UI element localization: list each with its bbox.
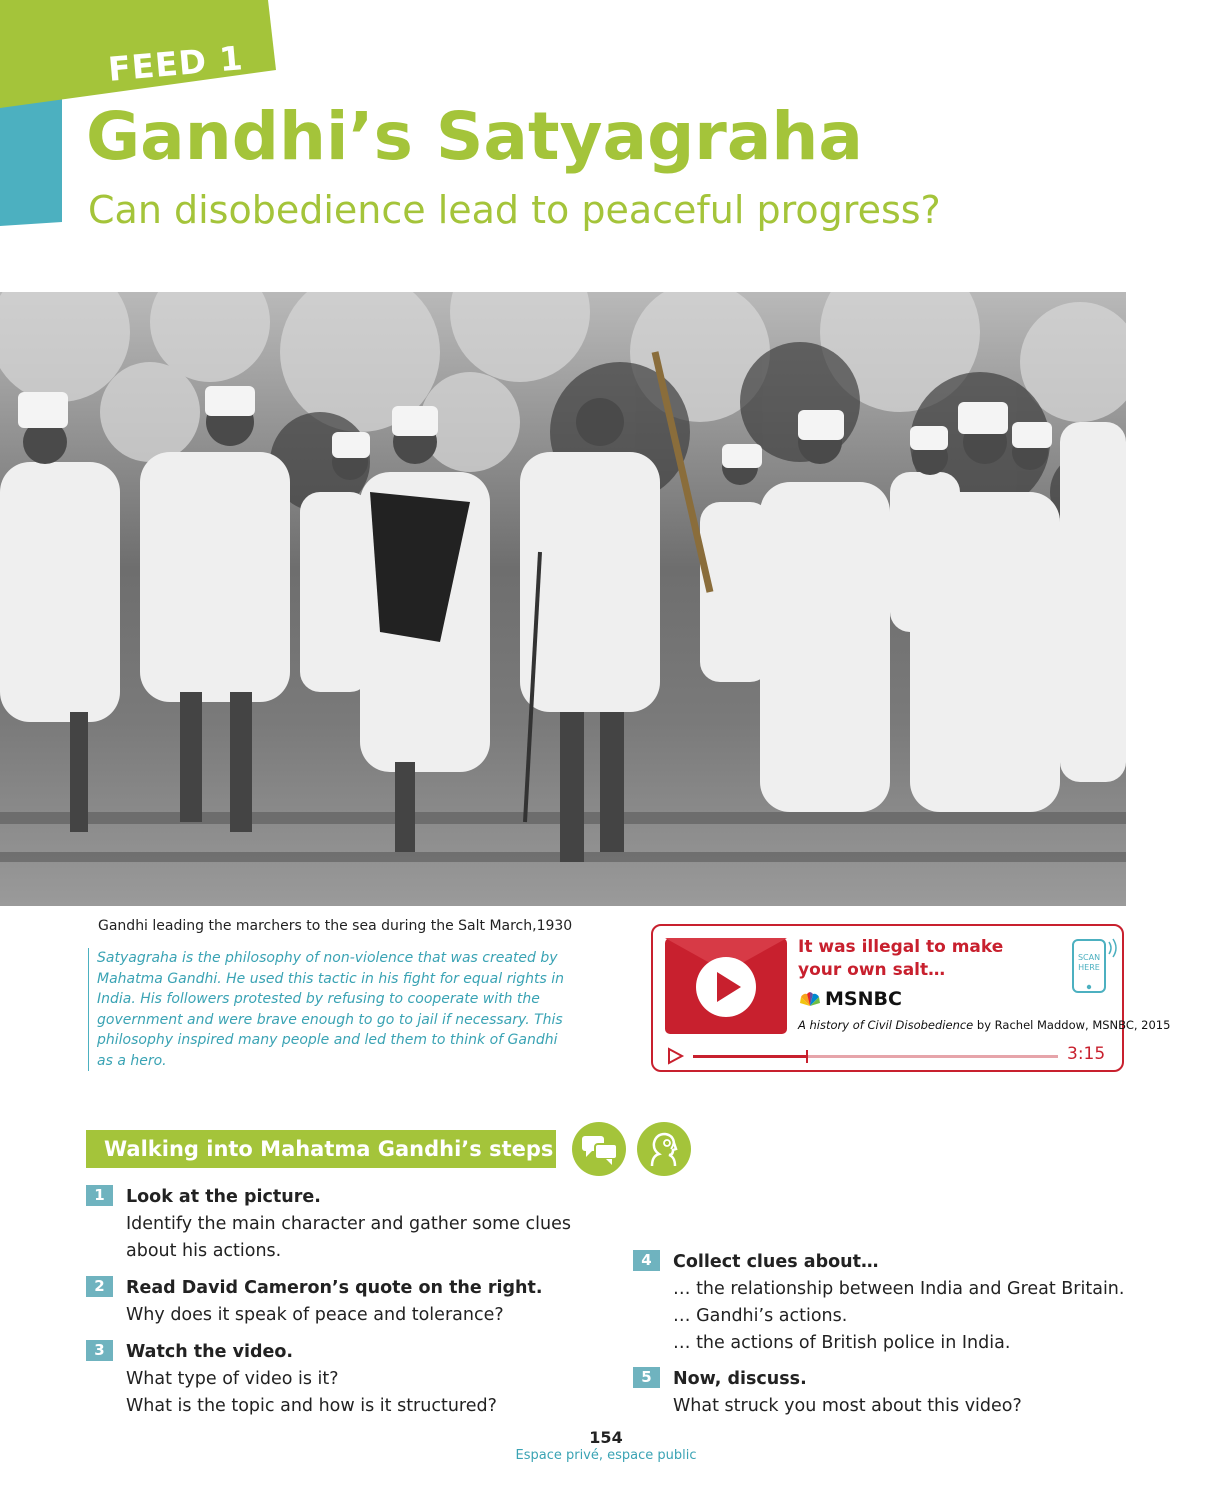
progress-bar[interactable] bbox=[693, 1055, 1058, 1058]
question-heading: Collect clues about… bbox=[673, 1252, 879, 1272]
question-heading: Now, discuss. bbox=[673, 1369, 807, 1389]
question-heading: Read David Cameron’s quote on the right. bbox=[126, 1278, 543, 1298]
speech-bubbles-icon bbox=[572, 1122, 626, 1176]
section-heading: Walking into Mahatma Gandhi’s steps bbox=[86, 1130, 556, 1168]
video-duration: 3:15 bbox=[1067, 1044, 1106, 1064]
question-number: 2 bbox=[86, 1276, 113, 1297]
salt-march-photo bbox=[0, 292, 1126, 906]
question-line: about his actions. bbox=[126, 1241, 282, 1261]
question-number: 5 bbox=[633, 1367, 660, 1388]
question-3 bbox=[86, 1339, 497, 1420]
page-number: 154 bbox=[589, 1428, 623, 1447]
progress-fill bbox=[693, 1055, 806, 1058]
video-credit bbox=[798, 1018, 1170, 1032]
scan-text-2: HERE bbox=[1078, 963, 1100, 972]
intro-paragraph: Satyagraha is the philosophy of non-violence that was created by Mahatma Gandhi. He used this tactic in his fight for equal rights in India. His followers protested by refusing to cooperate with the government and were brave enough to go to jail if necessary. This philosophy inspired many people and led them to think of Gandhi as a hero. bbox=[88, 948, 577, 1071]
question-line: Identify the main character and gather some clues bbox=[126, 1214, 572, 1234]
peacock-icon bbox=[798, 991, 822, 1007]
channel-name: MSNBC bbox=[825, 988, 902, 1010]
question-number: 1 bbox=[86, 1185, 113, 1206]
question-4 bbox=[633, 1249, 1124, 1357]
page-subtitle: Can disobedience lead to peaceful progress? bbox=[88, 188, 941, 232]
question-number: 4 bbox=[633, 1250, 660, 1271]
question-heading: Look at the picture. bbox=[126, 1187, 321, 1207]
channel-logo bbox=[798, 988, 902, 1010]
scan-text-1: SCAN bbox=[1077, 953, 1101, 962]
photo-caption: Gandhi leading the marchers to the sea during the Salt March,1930 bbox=[98, 918, 573, 934]
scan-phone-icon bbox=[1071, 936, 1121, 996]
question-line: Why does it speak of peace and tolerance? bbox=[126, 1305, 504, 1325]
video-thumbnail[interactable] bbox=[665, 938, 787, 1034]
video-title bbox=[798, 936, 1058, 982]
question-1 bbox=[86, 1184, 571, 1265]
credit-title: A history of Civil Disobedience bbox=[798, 1018, 974, 1032]
video-title-line1: It was illegal to make bbox=[798, 937, 1004, 957]
question-line: What is the topic and how is it structured? bbox=[126, 1396, 497, 1416]
video-card[interactable] bbox=[651, 924, 1171, 1072]
page-title: Gandhi’s Satyagraha bbox=[86, 98, 863, 175]
question-heading: Watch the video. bbox=[126, 1342, 294, 1362]
question-line: What struck you most about this video? bbox=[673, 1396, 1022, 1416]
question-5 bbox=[633, 1366, 1022, 1420]
question-number: 3 bbox=[86, 1340, 113, 1361]
progress-knob[interactable] bbox=[806, 1050, 808, 1063]
video-title-line2: your own salt… bbox=[798, 960, 946, 980]
book-section-label: Espace privé, espace public bbox=[515, 1448, 697, 1463]
question-line: … the relationship between India and Great Britain. bbox=[673, 1279, 1125, 1299]
question-2 bbox=[86, 1275, 542, 1329]
question-line: … the actions of British police in India. bbox=[673, 1333, 1011, 1353]
feed-label: FEED 1 bbox=[106, 38, 245, 89]
question-line: … Gandhi’s actions. bbox=[673, 1306, 848, 1326]
question-line: What type of video is it? bbox=[126, 1369, 339, 1389]
listening-head-icon bbox=[637, 1122, 691, 1176]
credit-rest: by Rachel Maddow, MSNBC, 2015 bbox=[973, 1018, 1171, 1032]
play-button-icon[interactable] bbox=[667, 1047, 685, 1065]
